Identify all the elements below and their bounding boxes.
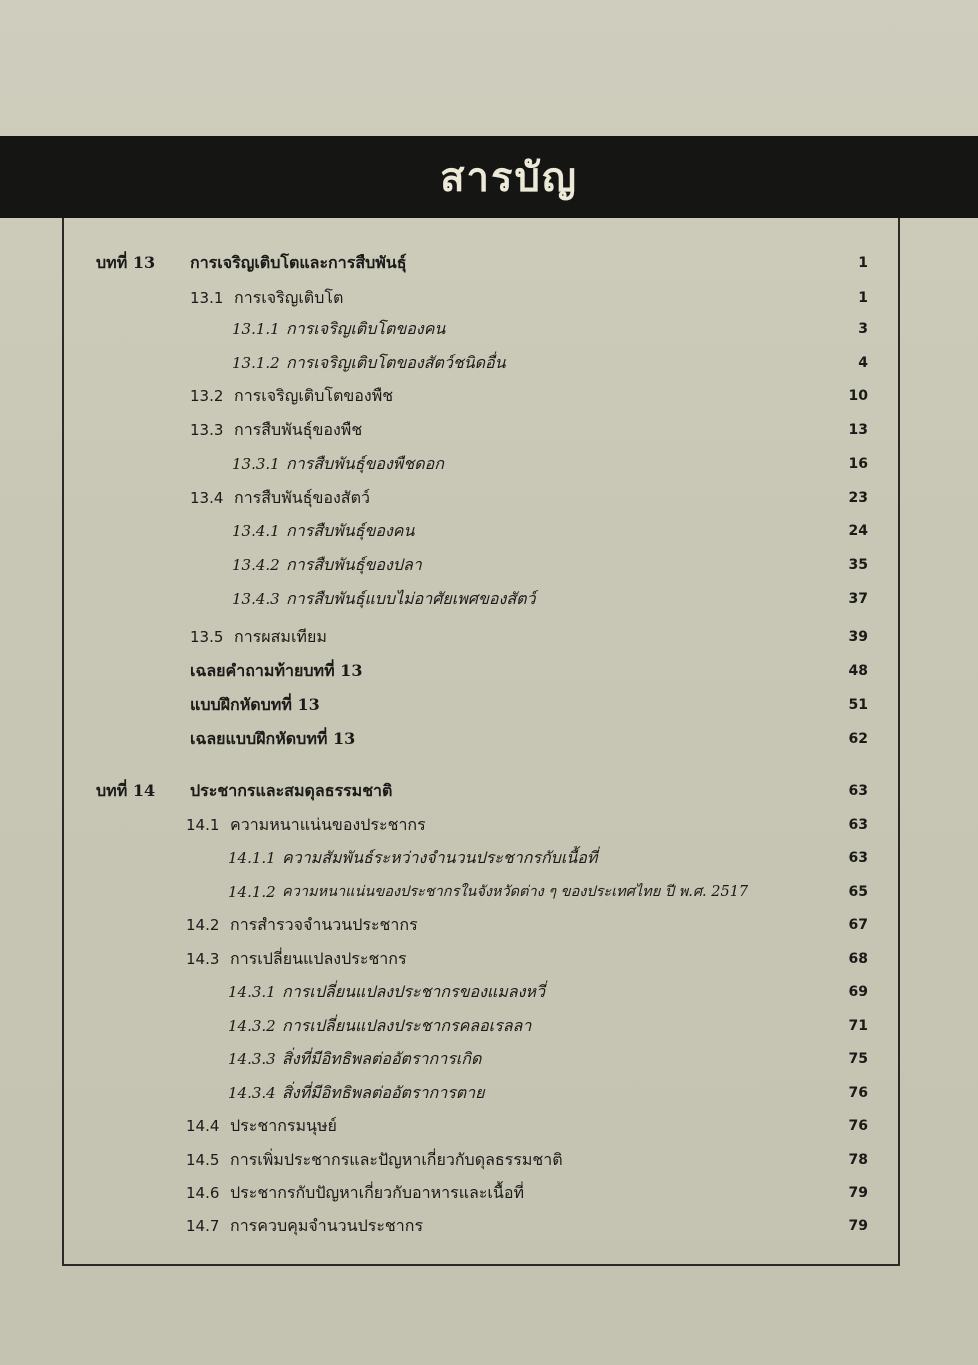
entry-number: 14.3.2 [228, 1017, 276, 1035]
page-number: 63 [848, 783, 868, 799]
toc-entry[interactable] [0, 1178, 978, 1208]
entry-title: การเปลี่ยนแปลงประชากร [230, 949, 407, 968]
entry-title: การสืบพันธุ์ของพืชดอก [286, 454, 444, 473]
entry-title: การสืบพันธุ์ของคน [286, 521, 415, 540]
toc-entry[interactable] [0, 516, 978, 546]
entry-number: 13.4.2 [232, 556, 280, 574]
entry-number: 13.1 [190, 289, 224, 307]
page-number: 76 [848, 1085, 868, 1101]
chapter-heading[interactable] [0, 776, 978, 806]
page-number: 67 [848, 917, 868, 933]
toc-extra-entry[interactable] [0, 690, 978, 720]
page-number: 39 [848, 629, 868, 645]
page-number: 16 [848, 456, 868, 472]
toc-entry[interactable] [0, 550, 978, 580]
title-banner [0, 136, 978, 218]
chapter-label: บทที่ 13 [96, 253, 156, 272]
page-number: 3 [858, 321, 868, 337]
entry-title: ความหนาแน่นของประชากร [230, 815, 426, 834]
entry-title: สิ่งที่มีอิทธิพลต่ออัตราการเกิด [282, 1049, 482, 1068]
page-number: 62 [848, 731, 868, 747]
page-number: 76 [848, 1118, 868, 1134]
entry-number: 14.3.4 [228, 1084, 276, 1102]
entry-number: 14.3 [186, 950, 220, 968]
entry-title: การเจริญเติบโต [234, 288, 344, 307]
entry-number: 14.7 [186, 1217, 220, 1235]
entry-title: สิ่งที่มีอิทธิพลต่ออัตราการตาย [282, 1083, 485, 1102]
page-number: 10 [848, 388, 868, 404]
page-number: 37 [848, 591, 868, 607]
page-number: 69 [848, 984, 868, 1000]
page-number: 48 [848, 663, 868, 679]
entry-number: 13.5 [190, 628, 224, 646]
entry-title: ประชากรมนุษย์ [230, 1116, 337, 1135]
page-number: 51 [848, 697, 868, 713]
toc-entry[interactable] [0, 910, 978, 940]
entry-title: การเปลี่ยนแปลงประชากรของแมลงหวี่ [282, 982, 545, 1001]
entry-title: การสืบพันธุ์ของปลา [286, 555, 422, 574]
entry-title: การผสมเทียม [234, 627, 327, 646]
entry-title: ประชากรกับปัญหาเกี่ยวกับอาหารและเนื้อที่ [230, 1183, 524, 1202]
toc-extra-entry[interactable] [0, 724, 978, 754]
toc-entry[interactable] [0, 944, 978, 974]
page-number: 75 [848, 1051, 868, 1067]
entry-number: 13.4.1 [232, 522, 280, 540]
toc-entry[interactable] [0, 810, 978, 840]
page-number: 78 [848, 1152, 868, 1168]
page-number: 71 [848, 1018, 868, 1034]
entry-title: ความสัมพันธ์ระหว่างจำนวนประชากรกับเนื้อที่ [282, 848, 598, 867]
entry-title: การเปลี่ยนแปลงประชากรคลอเรลลา [282, 1016, 532, 1035]
entry-title: เฉลยแบบฝึกหัดบทที่ 13 [190, 729, 356, 748]
page-number: 1 [858, 290, 868, 306]
entry-number: 14.1 [186, 816, 220, 834]
toc-entry[interactable] [0, 1145, 978, 1175]
entry-title: การเจริญเติบโตของสัตว์ชนิดอื่น [286, 353, 506, 372]
chapter-title: การเจริญเติบโตและการสืบพันธุ์ [190, 253, 407, 272]
page-number: 4 [858, 355, 868, 371]
entry-title: การควบคุมจำนวนประชากร [230, 1216, 424, 1235]
page-number: 79 [848, 1185, 868, 1201]
toc-entry[interactable] [0, 977, 978, 1007]
page-number: 63 [848, 850, 868, 866]
entry-title: การเจริญเติบโตของพืช [234, 386, 394, 405]
toc-entry[interactable] [0, 1078, 978, 1108]
page-number: 65 [848, 884, 868, 900]
entry-number: 14.5 [186, 1151, 220, 1169]
chapter-heading[interactable] [0, 248, 978, 278]
entry-number: 14.3.3 [228, 1050, 276, 1068]
toc-entry[interactable] [0, 283, 978, 313]
chapter-title: ประชากรและสมดุลธรรมชาติ [190, 781, 393, 800]
entry-number: 13.4.3 [232, 590, 280, 608]
entry-number: 14.2 [186, 916, 220, 934]
toc-extra-entry[interactable] [0, 656, 978, 686]
page-number: 1 [858, 255, 868, 271]
entry-number: 14.3.1 [228, 983, 276, 1001]
toc-entry[interactable] [0, 314, 978, 344]
entry-number: 13.3 [190, 421, 224, 439]
entry-title: การเพิ่มประชากรและปัญหาเกี่ยวกับดุลธรรมชาติ [230, 1150, 563, 1169]
toc-entry[interactable] [0, 1111, 978, 1141]
entry-number: 14.1.1 [228, 849, 276, 867]
entry-number: 13.2 [190, 387, 224, 405]
page-number: 68 [848, 951, 868, 967]
entry-title: การสำรวจจำนวนประชากร [230, 915, 418, 934]
toc-entry[interactable] [0, 877, 978, 907]
toc-entry[interactable] [0, 584, 978, 614]
entry-title: การสืบพันธุ์ของสัตว์ [234, 488, 370, 507]
entry-number: 14.4 [186, 1117, 220, 1135]
page-number: 79 [848, 1218, 868, 1234]
entry-title: เฉลยคำถามท้ายบทที่ 13 [190, 661, 363, 680]
page-number: 35 [848, 557, 868, 573]
toc-entry[interactable] [0, 1211, 978, 1241]
entry-title: การเจริญเติบโตของคน [286, 319, 446, 338]
entry-number: 13.1.1 [232, 320, 280, 338]
page-number: 23 [848, 490, 868, 506]
entry-number: 14.1.2 [228, 883, 276, 901]
toc-entry[interactable] [0, 483, 978, 513]
toc-entry[interactable] [0, 1011, 978, 1041]
toc-entry[interactable] [0, 348, 978, 378]
entry-number: 13.3.1 [232, 455, 280, 473]
toc-entry[interactable] [0, 449, 978, 479]
entry-title: แบบฝึกหัดบทที่ 13 [190, 695, 320, 714]
page-title: สารบัญ [440, 154, 578, 201]
toc-entry[interactable] [0, 622, 978, 652]
entry-number: 13.4 [190, 489, 224, 507]
page-number: 13 [848, 422, 868, 438]
entry-number: 13.1.2 [232, 354, 280, 372]
chapter-label: บทที่ 14 [96, 781, 156, 800]
page-number: 24 [848, 523, 868, 539]
page-number: 63 [848, 817, 868, 833]
toc-entry[interactable] [0, 415, 978, 445]
toc-entry[interactable] [0, 843, 978, 873]
entry-number: 14.6 [186, 1184, 220, 1202]
entry-title: การสืบพันธุ์แบบไม่อาศัยเพศของสัตว์ [286, 589, 536, 608]
toc-entry[interactable] [0, 381, 978, 411]
entry-title: การสืบพันธุ์ของพืช [234, 420, 363, 439]
toc-entry[interactable] [0, 1044, 978, 1074]
entry-title: ความหนาแน่นของประชากรในจังหวัดต่าง ๆ ของประเทศไทย ปี พ.ศ. 2517 [282, 884, 749, 900]
